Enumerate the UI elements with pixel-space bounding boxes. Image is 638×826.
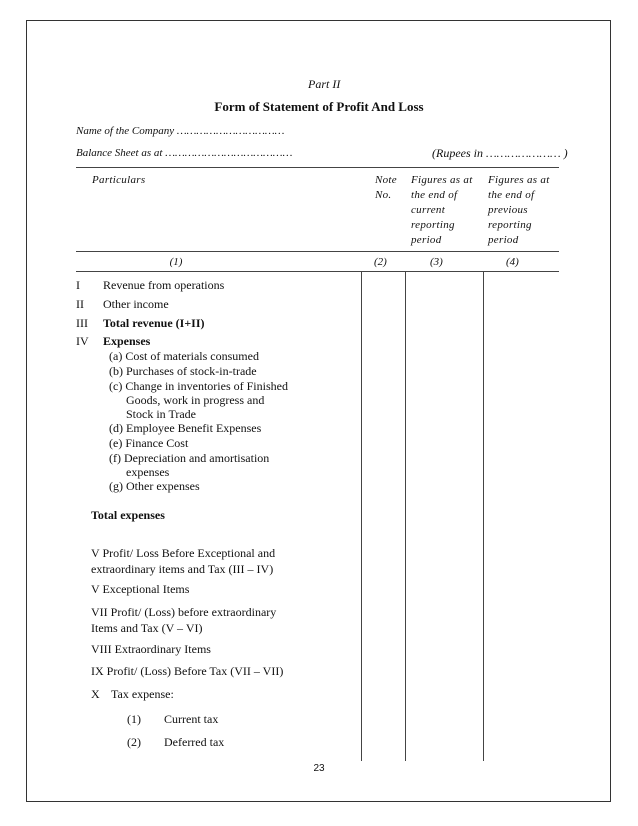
form-title: Form of Statement of Profit And Loss [214, 99, 424, 114]
col-header-particulars: Particulars [92, 174, 146, 186]
balance-sheet-line: Balance Sheet as at ………………………………… [76, 147, 293, 159]
row-num-ii: II [76, 297, 84, 311]
row-profit-before-tax: IX Profit/ (Loss) Before Tax (VII – VII) [91, 664, 284, 678]
row-num-i: I [76, 278, 80, 292]
column-number-rule [76, 271, 559, 272]
expense-c-line3: Stock in Trade [126, 407, 197, 421]
table-top-rule [76, 167, 559, 168]
col-number-3: (3) [430, 256, 443, 268]
page-number: 23 [313, 763, 325, 774]
expense-f: (f) Depreciation and amortisation [109, 451, 270, 465]
col-header-current: Figures as at the end of current reporting period [411, 174, 473, 246]
row-current-tax: Current tax [164, 712, 219, 726]
row-profit-before-exceptional: V Profit/ Loss Before Exceptional and extraordinary items and Tax (III – IV) [91, 546, 276, 576]
row-extraordinary-items: VIII Extraordinary Items [91, 642, 211, 656]
row-num-iv: IV [76, 334, 89, 348]
col-header-note: Note No. [375, 174, 397, 201]
expense-d: (d) Employee Benefit Expenses [109, 421, 262, 435]
col-number-2: (2) [374, 256, 387, 268]
page-frame [26, 20, 611, 802]
expense-g: (g) Other expenses [109, 479, 200, 493]
row-expenses: Expenses [103, 334, 151, 348]
row-total-revenue: Total revenue (I+II) [103, 316, 205, 330]
row-num-iii: III [76, 316, 88, 330]
part-label: Part II [308, 77, 341, 91]
tax-num-1: (1) [127, 712, 141, 726]
expense-e: (e) Finance Cost [109, 436, 189, 450]
rupees-line: (Rupees in ………………… ) [432, 146, 568, 160]
row-tax-expense: Tax expense: [111, 687, 174, 701]
company-name-line: Name of the Company …………………………… [76, 125, 285, 137]
expense-b: (b) Purchases of stock-in-trade [109, 364, 257, 378]
col-number-4: (4) [506, 256, 519, 268]
row-revenue-operations: Revenue from operations [103, 278, 225, 292]
row-profit-before-extraordinary: VII Profit/ (Loss) before extraordinary Items and Tax (V – VI) [91, 605, 277, 635]
tax-num-2: (2) [127, 735, 141, 749]
col-divider-note [361, 271, 362, 761]
expense-a: (a) Cost of materials consumed [109, 349, 259, 363]
expense-f-line2: expenses [126, 465, 170, 479]
row-exceptional-items: V Exceptional Items [91, 582, 190, 596]
col-divider-previous [483, 271, 484, 761]
col-number-1: (1) [169, 256, 183, 268]
header-rule [76, 251, 559, 252]
col-header-previous: Figures as at the end of previous reporting period [488, 174, 550, 246]
row-deferred-tax: Deferred tax [164, 735, 225, 749]
expense-c: (c) Change in inventories of Finished [109, 379, 288, 393]
row-other-income: Other income [103, 297, 169, 311]
row-num-x: X [91, 687, 100, 701]
col-divider-current [405, 271, 406, 761]
row-total-expenses: Total expenses [91, 508, 165, 522]
expense-c-line2: Goods, work in progress and [126, 393, 265, 407]
